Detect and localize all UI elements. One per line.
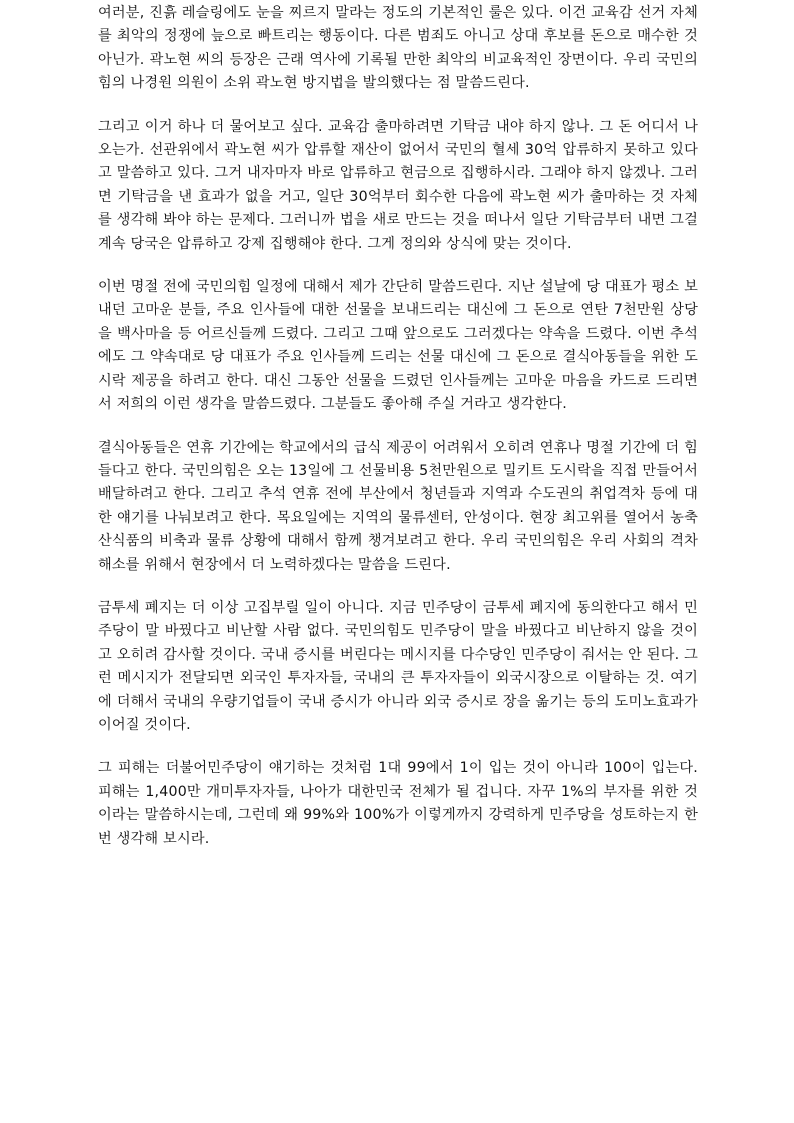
document-body: [98, 0, 698, 871]
paragraph-2: 그리고 이거 하나 더 물어보고 싶다. 교육감 출마하려면 기탁금 내야 하지 않나. 그 돈 어디서 나오는가. 선관위에서 곽노현 씨가 압류할 재산이 없어서 국민의 혈세 30억 압류하지 못하고 있다고 말씀하고 있다. 그거 내자마자 바로 압류하고 현금으로 집행하시라. 그래야 하지 않겠나. 그러면 기탁금을 낸 효과가 없을 거고, 일단 30억부터 회수한 다음에 곽노현 씨가 출마하는 것 자체를 생각해 봐야 하는 문제다. 그러니까 법을 새로 만드는 것을 떠나서 일단 기탁금부터 내면 그걸 계속 당국은 압류하고 강제 집행해야 한다. 그게 정의와 상식에 맞는 것이다.: [98, 118, 698, 252]
paragraph-1: 여러분, 진흙 레슬링에도 눈을 찌르지 말라는 정도의 기본적인 룰은 있다. 이건 교육감 선거 자체를 최악의 정쟁에 늪으로 빠트리는 행동이다. 다른 범죄도 아니고 상대 후보를 돈으로 매수한 것 아닌가. 곽노현 씨의 등장은 근래 역사에 기록될 만한 최악의 비교육적인 장면이다. 우리 국민의힘의 나경원 의원이 소위 곽노현 방지법을 발의했다는 점 말씀드린다.: [98, 5, 698, 92]
paragraph-3: 이번 명절 전에 국민의힘 일정에 대해서 제가 간단히 말씀드린다. 지난 설날에 당 대표가 평소 보내던 고마운 분들, 주요 인사들에 대한 선물을 보내드리는 대신에 그 돈으로 연탄 7천만원 상당을 백사마을 등 어르신들께 드렸다. 그리고 그때 앞으로도 그러겠다는 약속을 드렸다. 이번 추석에도 그 약속대로 당 대표가 주요 인사들께 드리는 선물 대신에 그 돈으로 결식아동들을 위한 도시락 제공을 하려고 한다. 대신 그동안 선물을 드렸던 인사들께는 고마운 마음을 카드로 드리면서 저희의 이런 생각을 말씀드렸다. 그분들도 좋아해 주실 거라고 생각한다.: [98, 279, 698, 413]
paragraph-4: 결식아동들은 연휴 기간에는 학교에서의 급식 제공이 어려워서 오히려 연휴나 명절 기간에 더 힘들다고 한다. 국민의힘은 오는 13일에 그 선물비용 5천만원으로 밀키트 도시락을 직접 만들어서 배달하려고 한다. 그리고 추석 연휴 전에 부산에서 청년들과 지역과 수도권의 취업격차 등에 대한 얘기를 나눠보려고 한다. 목요일에는 지역의 물류센터, 안성이다. 현장 최고위를 열어서 농축산식품의 비축과 물류 상황에 대해서 함께 챙겨보려고 한다. 우리 국민의힘은 우리 사회의 격차해소를 위해서 현장에서 더 노력하겠다는 말씀을 드린다.: [98, 439, 698, 573]
paragraph-6: 그 피해는 더불어민주당이 얘기하는 것처럼 1대 99에서 1이 입는 것이 아니라 100이 입는다. 피해는 1,400만 개미투자자들, 나아가 대한민국 전체가 될 겁니다. 자꾸 1%의 부자를 위한 것이라는 말씀하시는데, 그런데 왜 99%와 100%가 이렇게까지 강력하게 민주당을 성토하는지 한번 생각해 보시라.: [98, 760, 698, 847]
paragraph-5: 금투세 폐지는 더 이상 고집부릴 일이 아니다. 지금 민주당이 금투세 폐지에 동의한다고 해서 민주당이 말 바꿨다고 비난할 사람 없다. 국민의힘도 민주당이 말을 바꿨다고 비난하지 않을 것이고 오히려 감사할 것이다. 국내 증시를 버린다는 메시지를 다수당인 민주당이 줘서는 안 된다. 그런 메시지가 전달되면 외국인 투자자들, 국내의 큰 투자자들이 외국시장으로 이탈하는 것. 여기에 더해서 국내의 우량기업들이 국내 증시가 아니라 외국 증시로 장을 옮기는 등의 도미노효과가 이어질 것이다.: [98, 599, 698, 733]
